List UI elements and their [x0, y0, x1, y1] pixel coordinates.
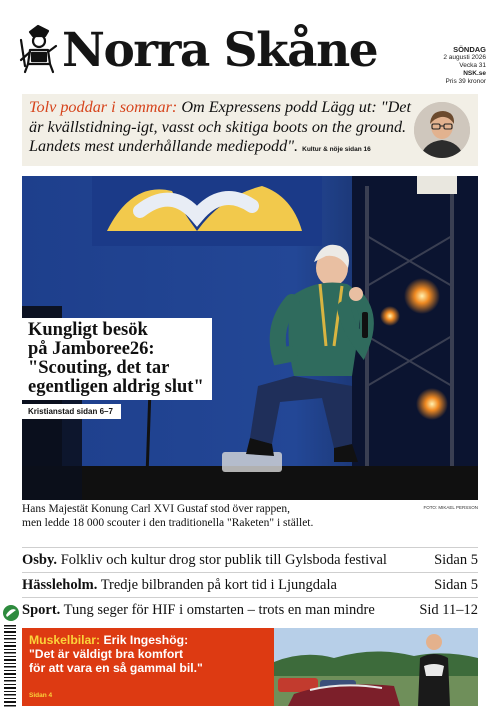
index-place: Osby. — [22, 552, 58, 568]
website-link[interactable]: NSK.se — [463, 70, 486, 77]
teaser-body: Om Expressens podd Lägg ut: "Det är kvällstidning-igt, vasst och skitiga boots on the ground. Landets mest underhållande mediepodd". — [29, 98, 411, 155]
index-page: Sidan 5 — [434, 577, 478, 593]
index-row-sport[interactable] — [22, 597, 478, 622]
muscle-car-promo[interactable] — [22, 628, 274, 706]
teaser-kicker: Tolv poddar i sommar: — [29, 98, 178, 116]
headline-line: "Scouting, det tar — [28, 358, 170, 378]
index-place: Hässleholm. — [22, 577, 98, 593]
promo-name: Erik Ingeshög: — [100, 633, 189, 647]
newspaper-title: Norra Skåne — [62, 23, 378, 78]
hero-headline[interactable] — [22, 318, 212, 400]
promo-quote-line: för att vara en så gammal bil." — [29, 661, 203, 675]
promo-kicker: Muskelbilar: — [29, 633, 101, 647]
headline-line: på Jamboree26: — [28, 339, 155, 359]
index-text: Tung seger för HIF i omstarten – trots en man mindre — [60, 602, 375, 618]
promo-quote-line: "Det är väldigt bra komfort — [29, 647, 184, 661]
podcast-teaser[interactable] — [22, 94, 478, 166]
index-text: Tredje bilbranden på kort tid i Ljungdala — [97, 577, 337, 593]
index-row-osby[interactable] — [22, 547, 478, 572]
teaser-text — [29, 98, 415, 160]
hero-page-ref[interactable]: Kristianstad sidan 6–7 — [22, 404, 121, 419]
eco-label-icon — [2, 604, 20, 622]
headline-line: Kungligt besök — [28, 320, 148, 340]
columnist-portrait — [414, 102, 470, 158]
promo-page-ref: Sidan 4 — [29, 692, 53, 699]
promo-photo — [274, 628, 478, 706]
index-place: Sport. — [22, 602, 61, 618]
edition-info — [443, 46, 486, 86]
index-text: Folkliv och kultur drog stor publik till Gylsboda festival — [57, 552, 387, 568]
scout-mascot-logo — [16, 24, 60, 74]
index-row-hassleholm[interactable] — [22, 572, 478, 597]
promo-text — [29, 633, 269, 675]
teaser-page-ref: Kultur & nöje sidan 16 — [302, 146, 371, 153]
index-page: Sid 11–12 — [419, 602, 478, 618]
edition-week: Vecka 31 — [459, 62, 486, 69]
photo-caption — [22, 502, 382, 530]
price: Pris 39 kronor — [445, 78, 486, 85]
caption-line: Hans Majestät Konung Carl XVI Gustaf stod över rappen, — [22, 503, 290, 515]
edition-day: SÖNDAG — [453, 45, 486, 54]
photo-credit: FOTO: MIKAEL PERSSON — [423, 505, 478, 510]
caption-line: men ledde 18 000 scouter i den traditionella "Raketen" i stället. — [22, 517, 314, 529]
edition-date: 2 augusti 2026 — [443, 54, 486, 61]
barcode — [4, 625, 20, 710]
headline-line: egentligen aldrig slut" — [28, 377, 204, 397]
index-page: Sidan 5 — [434, 552, 478, 568]
